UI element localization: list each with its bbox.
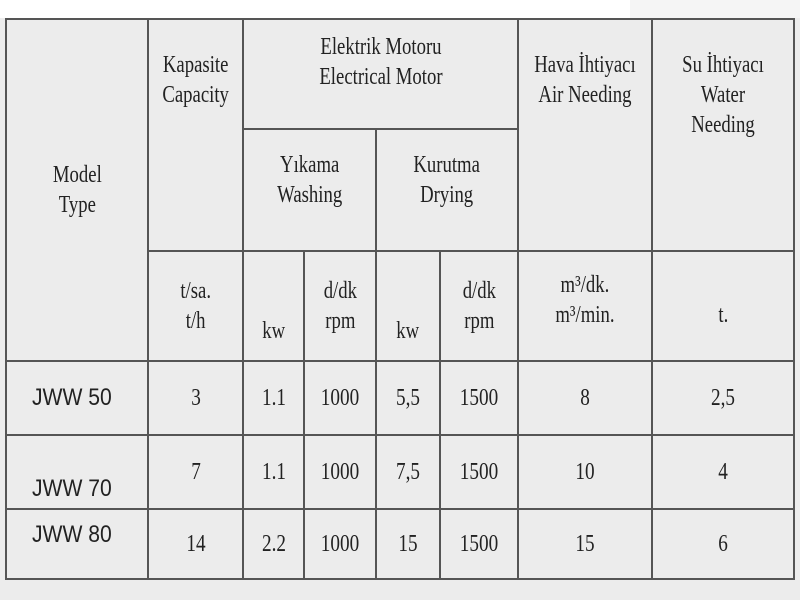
air-cell: 10 (518, 435, 652, 509)
air-needing-header (518, 19, 652, 251)
drying-rpm-unit (440, 251, 518, 361)
washing-rpm-unit (304, 251, 376, 361)
drying-kw-cell: 7,5 (376, 435, 440, 509)
capacity-cell: 7 (148, 435, 243, 509)
drying-kw-cell: 5,5 (376, 361, 440, 435)
drying-rpm-cell: 1500 (440, 435, 518, 509)
drying-rpm-cell: 1500 (440, 361, 518, 435)
drying-rpm-cell: 1500 (440, 509, 518, 579)
washing-kw-unit: kw (243, 251, 304, 361)
type-header-en: Type (58, 192, 96, 218)
drying-kw-cell: 15 (376, 509, 440, 579)
table-row (6, 509, 794, 579)
model-header-tr: Model (52, 162, 102, 188)
washing-rpm-cell: 1000 (304, 435, 376, 509)
drying-header (376, 129, 518, 251)
water-cell: 4 (652, 435, 794, 509)
air-unit-en: m³/min. (555, 302, 615, 328)
water-cell: 2,5 (652, 361, 794, 435)
capacity-unit-en: t/h (185, 308, 206, 334)
top-strip (0, 0, 800, 18)
motor-header-en: Electrical Motor (318, 64, 443, 90)
capacity-cell: 14 (148, 509, 243, 579)
capacity-header-tr: Kapasite (162, 52, 229, 78)
washing-rpm-unit-tr: d/dk (323, 278, 357, 304)
capacity-unit (148, 251, 243, 361)
capacity-unit-tr: t/sa. (180, 278, 211, 304)
washing-rpm-cell: 1000 (304, 509, 376, 579)
model-type-header (6, 19, 148, 361)
washing-header-tr: Yıkama (279, 152, 340, 178)
model-cell: JWW 50 (6, 361, 148, 435)
washing-rpm-unit-en: rpm (324, 308, 356, 334)
water-needing-header (652, 19, 794, 251)
electric-motor-header (243, 19, 518, 129)
drying-rpm-unit-en: rpm (463, 308, 495, 334)
capacity-cell: 3 (148, 361, 243, 435)
motor-header-tr: Elektrik Motoru (319, 34, 442, 60)
model-cell: JWW 70 (6, 435, 148, 509)
spec-table (5, 18, 795, 580)
washing-header-en: Washing (276, 182, 343, 208)
drying-header-en: Drying (420, 182, 474, 208)
water-cell: 6 (652, 509, 794, 579)
drying-kw-unit: kw (376, 251, 440, 361)
air-unit-tr: m³/dk. (560, 272, 610, 298)
air-header-tr: Hava İhtiyacı (534, 52, 636, 78)
washing-rpm-cell: 1000 (304, 361, 376, 435)
capacity-header (148, 19, 243, 251)
water-unit: t. (652, 251, 794, 361)
model-cell: JWW 80 (6, 509, 148, 579)
washing-kw-cell: 2.2 (243, 509, 304, 579)
washing-header (243, 129, 376, 251)
table-row (6, 435, 794, 509)
capacity-header-en: Capacity (162, 82, 229, 108)
washing-kw-cell: 1.1 (243, 361, 304, 435)
top-patch (630, 0, 800, 18)
air-unit (518, 251, 652, 361)
air-header-en: Air Needing (538, 82, 632, 108)
water-header-en: Water Needing (691, 82, 755, 138)
washing-kw-cell: 1.1 (243, 435, 304, 509)
air-cell: 15 (518, 509, 652, 579)
air-cell: 8 (518, 361, 652, 435)
drying-header-tr: Kurutma (413, 152, 481, 178)
water-header-tr: Su İhtiyacı (682, 52, 764, 78)
drying-rpm-unit-tr: d/dk (462, 278, 496, 304)
table-row (6, 361, 794, 435)
